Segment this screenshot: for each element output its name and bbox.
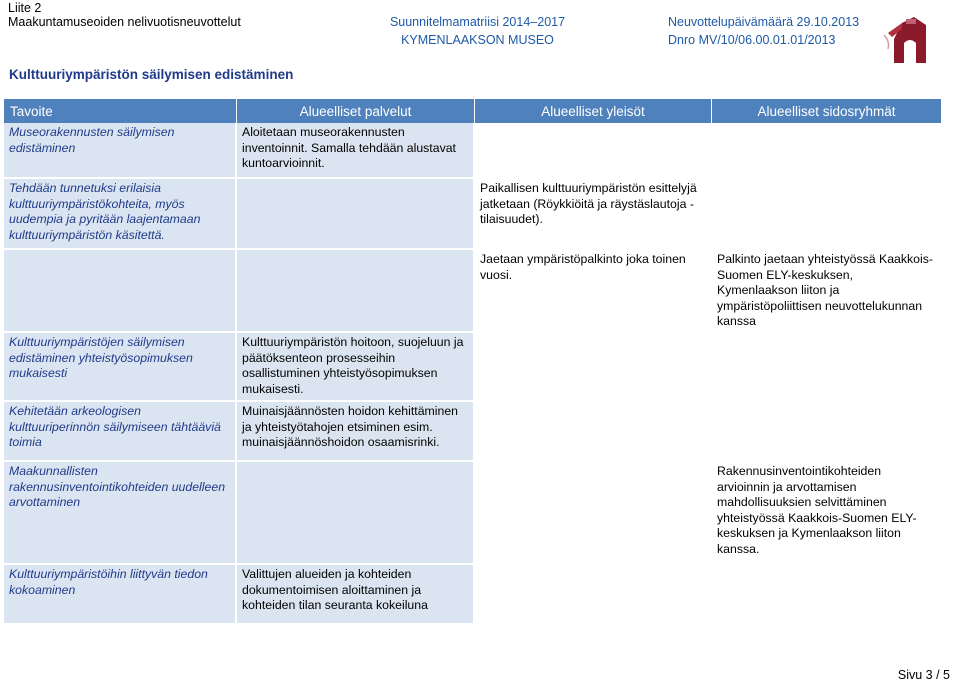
table-row bbox=[4, 402, 942, 462]
museum-logo-icon bbox=[880, 13, 940, 65]
table-row bbox=[4, 333, 942, 402]
table-header-row bbox=[4, 99, 942, 123]
appendix-label: Liite 2 bbox=[8, 1, 42, 15]
column-header: Alueelliset palvelut bbox=[237, 99, 475, 123]
matrix-label: Suunnitelmamatriisi 2014–2017 bbox=[389, 15, 566, 29]
date-label: Neuvottelupäivämäärä 29.10.2013 bbox=[668, 15, 860, 29]
services-cell: Kulttuuriympäristön hoitoon, suojeluun ja päätöksenteon prosesseihin osallistuminen yhteistyösopimuksen mukaisesti. bbox=[237, 333, 475, 402]
plan-matrix-table bbox=[4, 99, 942, 625]
stakeholders-cell bbox=[712, 402, 942, 462]
stakeholders-cell: Palkinto jaetaan yhteistyössä Kaakkois-Suomen ELY-keskuksen, Kymenlaakson liiton ja ympäristöpoliittisen neuvottelukunnan kanssa bbox=[712, 250, 942, 333]
table-row bbox=[4, 123, 942, 179]
audiences-cell: Paikallisen kulttuuriympäristön esittelyjä jatketaan (Röykkiöitä ja räystäslautoja -tilaisuudet). bbox=[475, 179, 712, 250]
museum-label: KYMENLAAKSON MUSEO bbox=[401, 33, 554, 47]
stakeholders-cell: Rakennusinventointikohteiden arvioinnin ja arvottamisen mahdollisuuksien selvittäminen yhteistyössä Kaakkois-Suomen ELY-keskuksen ja Kymenlaakson liiton kanssa. bbox=[712, 462, 942, 565]
audiences-cell bbox=[475, 565, 712, 625]
audiences-cell bbox=[475, 462, 712, 565]
table-row bbox=[4, 462, 942, 565]
column-header: Alueelliset sidosryhmät bbox=[712, 99, 942, 123]
goal-cell: Tehdään tunnetuksi erilaisia kulttuuriympäristökohteita, myös uudempia ja pyritään laajentamaan kulttuuriympäristön käsitettä. bbox=[4, 179, 237, 250]
services-cell bbox=[237, 462, 475, 565]
services-cell bbox=[237, 179, 475, 250]
goal-cell: Kulttuuriympäristöihin liittyvän tiedon kokoaminen bbox=[4, 565, 237, 625]
audiences-cell bbox=[475, 123, 712, 179]
dnro-label: Dnro MV/10/06.00.01.01/2013 bbox=[668, 33, 836, 47]
goal-cell: Museorakennusten säilymisen edistäminen bbox=[4, 123, 237, 179]
goal-cell bbox=[4, 250, 237, 333]
audiences-cell bbox=[475, 402, 712, 462]
services-cell: Muinaisjäännösten hoidon kehittäminen ja yhteistyötahojen etsiminen esim. muinaisjäännöshoidon osaamisrinki. bbox=[237, 402, 475, 462]
services-cell: Aloitetaan museorakennusten inventoinnit. Samalla tehdään alustavat kuntoarvioinnit. bbox=[237, 123, 475, 179]
page-number: Sivu 3 / 5 bbox=[897, 668, 950, 682]
table-row bbox=[4, 179, 942, 250]
audiences-cell bbox=[475, 333, 712, 402]
services-cell bbox=[237, 250, 475, 333]
goal-cell: Kehitetään arkeologisen kulttuuriperinnön säilymiseen tähtääviä toimia bbox=[4, 402, 237, 462]
goal-cell: Maakunnallisten rakennusinventointikohteiden uudelleen arvottaminen bbox=[4, 462, 237, 565]
table-row bbox=[4, 250, 942, 333]
column-header: Tavoite bbox=[4, 99, 237, 123]
stakeholders-cell bbox=[712, 565, 942, 625]
column-header: Alueelliset yleisöt bbox=[475, 99, 712, 123]
services-cell: Valittujen alueiden ja kohteiden dokumentoimisen aloittaminen ja kohteiden tilan seuranta kokeiluna bbox=[237, 565, 475, 625]
section-title: Kulttuuriympäristön säilymisen edistäminen bbox=[9, 67, 294, 82]
goal-cell: Kulttuuriympäristöjen säilymisen edistäminen yhteistyösopimuksen mukaisesti bbox=[4, 333, 237, 402]
org-label: Maakuntamuseoiden nelivuotisneuvottelut bbox=[8, 15, 241, 29]
stakeholders-cell bbox=[712, 179, 942, 250]
stakeholders-cell bbox=[712, 123, 942, 179]
table-row bbox=[4, 565, 942, 625]
stakeholders-cell bbox=[712, 333, 942, 402]
audiences-cell: Jaetaan ympäristöpalkinto joka toinen vuosi. bbox=[475, 250, 712, 333]
